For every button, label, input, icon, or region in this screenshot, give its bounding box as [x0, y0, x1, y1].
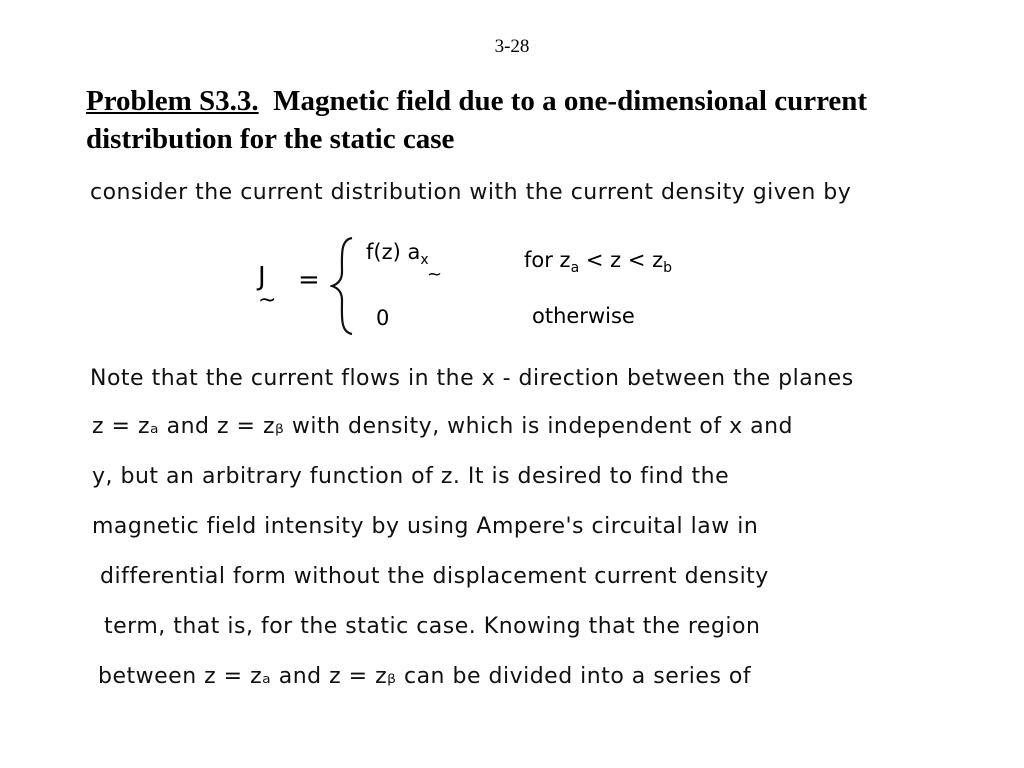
case1-condition	[524, 248, 672, 276]
case1-expr-sub: x	[420, 252, 429, 268]
case1-cond-pre: for z	[524, 248, 571, 272]
intro-line: consider the current distribution with the current density given by	[90, 180, 852, 205]
case2-expression: 0	[376, 306, 390, 330]
body-line: term, that is, for the static case. Knowing that the region	[104, 614, 761, 639]
case1-expression	[366, 240, 429, 268]
current-density-symbol: J	[258, 262, 266, 292]
vector-tilde-mark: ~	[258, 288, 277, 313]
page-number: 3-28	[494, 36, 530, 57]
body-line: y, but an arbitrary function of z. It is desired to find the	[92, 464, 730, 489]
case1-cond-sub-b: b	[663, 260, 673, 276]
body-line: differential form without the displacement current density	[100, 564, 769, 589]
left-brace-icon	[330, 236, 360, 336]
body-line: between z = zₐ and z = zᵦ can be divided into a series of	[98, 664, 752, 689]
problem-title-text: Magnetic field due to a one-dimensional current distribution for the static case	[86, 85, 868, 155]
body-line: z = zₐ and z = zᵦ with density, which is independent of x and	[92, 414, 793, 439]
problem-title	[86, 82, 946, 158]
case1-expr-text: f(z) a	[366, 240, 421, 264]
case1-cond-sub-a: a	[570, 260, 580, 276]
case1-cond-mid: < z < z	[579, 248, 664, 272]
body-line: magnetic field intensity by using Ampere's circuital law in	[92, 514, 759, 539]
body-line: Note that the current flows in the x - direction between the planes	[90, 366, 854, 391]
problem-label: Problem S3.3.	[86, 85, 259, 117]
unit-vector-tilde-mark: ~	[427, 264, 443, 285]
case2-condition: otherwise	[532, 304, 635, 328]
equals-sign: =	[298, 265, 320, 295]
